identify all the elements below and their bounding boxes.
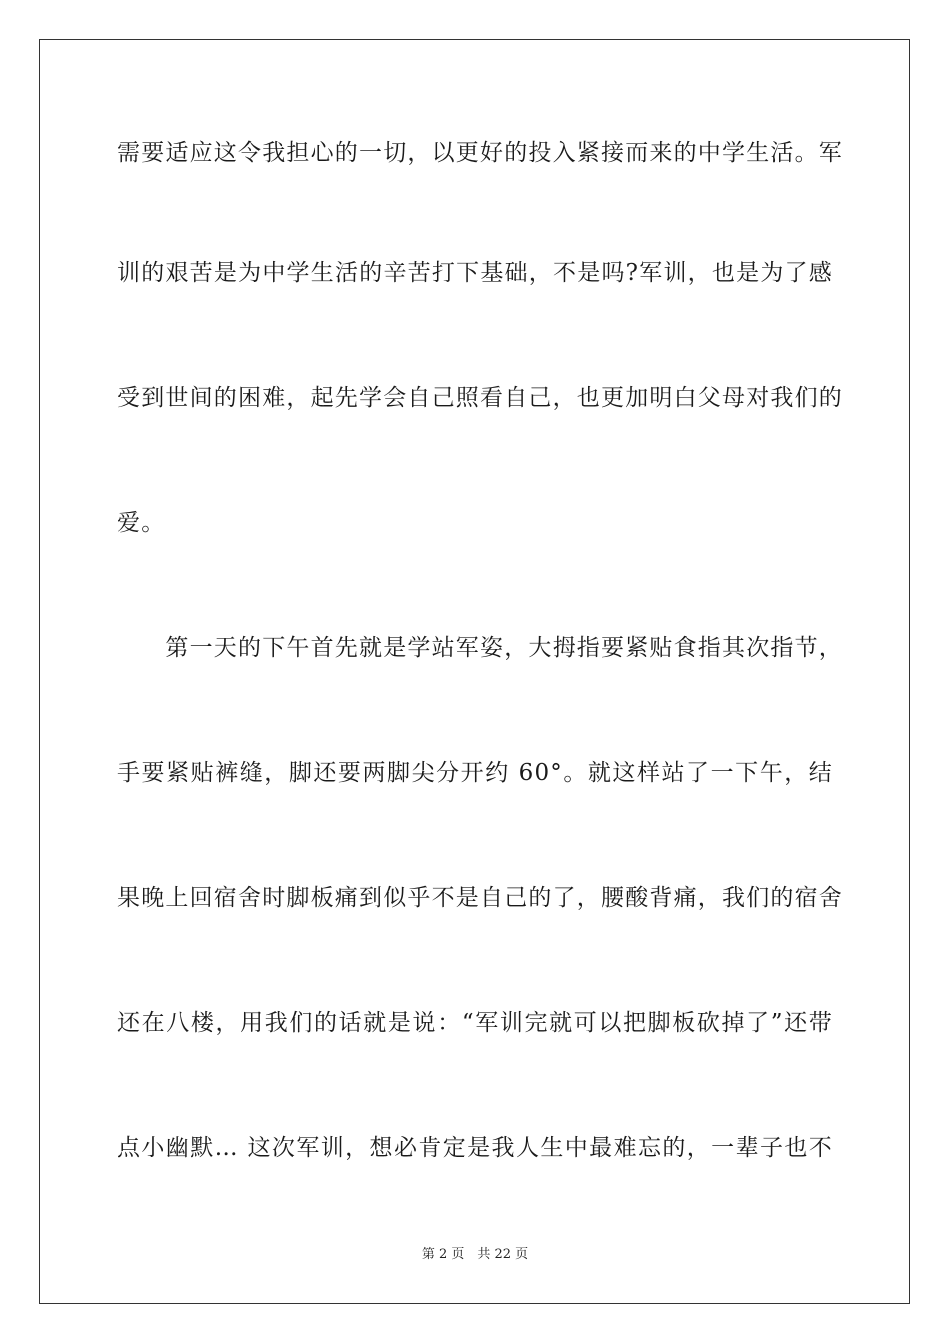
- paragraph-start-line: 第一天的下午首先就是学站军姿，大拇指要紧贴食指其次指节，: [117, 635, 843, 661]
- page-number: 第 2 页 共 22 页: [421, 1247, 529, 1262]
- page-footer: [0, 1246, 950, 1264]
- text-line: 手要紧贴裤缝，脚还要两脚尖分开约 60°。就这样站了一下午，结: [117, 760, 833, 786]
- text-line: 果晚上回宿舍时脚板痛到似乎不是自己的了，腰酸背痛，我们的宿舍: [117, 885, 843, 911]
- text-line: 还在八楼，用我们的话就是说：“军训完就可以把脚板砍掉了”还带: [117, 1010, 833, 1036]
- text-line: 点小幽默… 这次军训，想必肯定是我人生中最难忘的，一辈子也不: [117, 1135, 833, 1161]
- text-line: 需要适应这令我担心的一切，以更好的投入紧接而来的中学生活。军: [117, 140, 843, 166]
- text-line: 受到世间的困难，起先学会自己照看自己，也更加明白父母对我们的: [117, 385, 843, 411]
- page-frame: [39, 39, 910, 1304]
- text-line: 训的艰苦是为中学生活的辛苦打下基础，不是吗?军训，也是为了感: [117, 260, 833, 286]
- text-line: 爱。: [117, 510, 166, 536]
